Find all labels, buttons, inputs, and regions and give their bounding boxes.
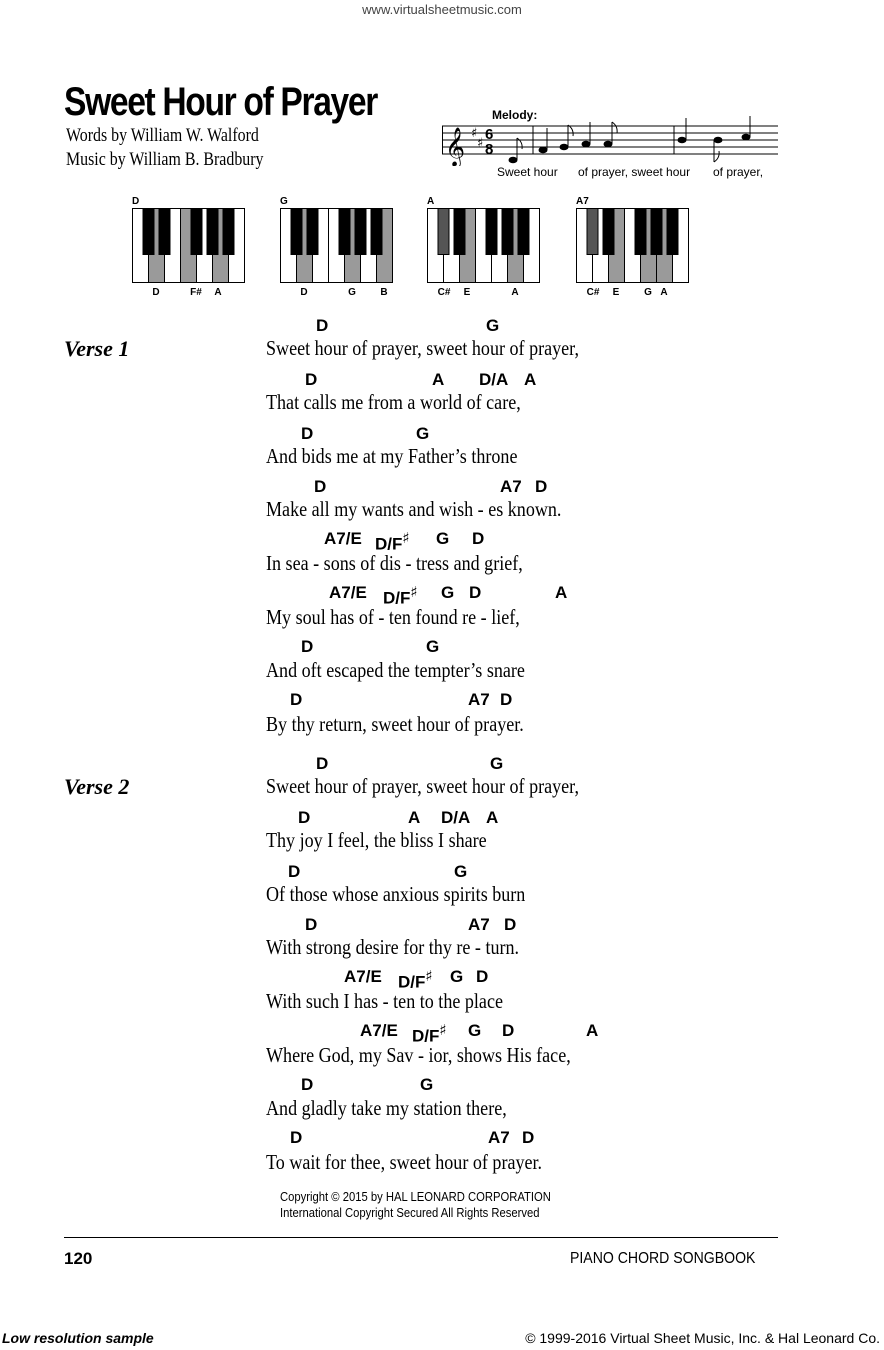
lyric-line: Thy joy I feel, the bliss I share [266,828,487,852]
chord-symbol: D [502,1021,515,1040]
melody-notes [509,116,750,163]
lyric-line: And oft escaped the tempter’s snare [266,658,525,682]
chord-symbol: D [301,424,314,443]
verse-2-label: Verse 2 [64,774,130,799]
lyric-line: Sweet hour of prayer, sweet hour of prayer, [266,336,579,360]
chord-symbol: D/F♯ [383,583,418,608]
chord-diagram-a [427,196,542,300]
chord-symbol: G [420,1075,434,1094]
chord-symbol: A7/E [324,529,362,548]
chord-symbol: D [500,690,513,709]
piano-black-key [371,209,382,255]
lyric-line: Make all my wants and wish - es known. [266,497,562,521]
chord-note: A [214,287,222,298]
chord-line [316,316,328,336]
chord-symbol: G [490,754,504,773]
book-title: PIANO CHORD SONGBOOK [570,1250,756,1267]
chord-symbol: D [504,915,517,934]
sharp-symbol: ♯ [410,583,418,601]
chord-note: A [511,287,519,298]
chord-symbol: A7 [500,477,522,496]
chord-symbol: A [432,370,445,389]
time-signature-top: 6 [485,126,494,143]
chord-symbol: G [454,862,468,881]
chord-note: F# [190,287,202,298]
piano-black-key [651,209,662,255]
piano-keyboard [576,208,689,284]
chord-note: G [644,287,652,298]
lyric-line: To wait for thee, sweet hour of prayer. [266,1150,543,1174]
piano-black-key [191,209,202,255]
piano-black-key [635,209,646,255]
piano-black-key [223,209,234,255]
chord-symbol: D/F♯ [375,529,410,554]
chord-symbol: D [472,529,485,548]
lyric-line: And bids me at my Father’s throne [266,444,518,468]
sharp-symbol: ♯ [402,529,410,547]
chord-symbol: G [416,424,430,443]
chord-symbol: G [426,637,440,656]
piano-black-key [307,209,318,255]
chord-symbol: D [476,967,489,986]
sample-notice: Low resolution sample [2,1330,154,1346]
piano-black-key [291,209,302,255]
page-number: 120 [64,1249,93,1268]
piano-black-key [438,209,449,255]
piano-black-key [454,209,465,255]
chord-symbol: A7/E [329,583,367,602]
chord-symbol: A [486,808,499,827]
time-signature-bottom: 8 [485,141,494,158]
chord-symbol: D [301,637,314,656]
chord-diagram-d [132,196,247,300]
lyric-line: Of those whose anxious spirits burn [266,882,526,906]
piano-keyboard [427,208,540,284]
chord-diagram-g [280,196,395,300]
chord-symbol: G [436,529,450,548]
melody-staff [442,116,784,166]
piano-black-key [667,209,678,255]
key-signature-sharp: ♯ [477,136,484,151]
chord-diagram-name: A7 [576,196,589,207]
chord-symbol: A7 [488,1128,510,1147]
piano-black-key [587,209,598,255]
piano-black-key [339,209,350,255]
chord-symbol: D [469,583,482,602]
chord-note: C# [437,287,451,298]
chord-symbol: A [586,1021,599,1040]
chord-symbol: D [301,1075,314,1094]
source-url[interactable]: www.virtualsheetmusic.com [362,2,522,17]
piano-black-key [355,209,366,255]
piano-black-key [502,209,513,255]
chord-note: E [612,287,620,298]
chord-diagram-name: G [280,196,288,207]
site-copyright: © 1999-2016 Virtual Sheet Music, Inc. & Hal Leonard Co. [525,1330,880,1346]
chord-symbol: G [450,967,464,986]
chord-diagram-name: A [427,196,435,207]
melody-lyric-2: of prayer, sweet hour [578,165,691,179]
chord-symbol: A [555,583,568,602]
chord-line [486,316,499,336]
chord-note: B [380,287,388,298]
chord-symbol: D [316,754,329,773]
piano-keyboard [132,208,245,284]
chord-diagram-a7 [576,196,691,300]
verse-1-label: Verse 1 [64,336,130,361]
music-credit: Music by William B. Bradbury [66,150,264,170]
piano-black-key [143,209,154,255]
chord-symbol: D [305,370,318,389]
sharp-symbol: ♯ [425,967,433,985]
chord-note: G [348,287,356,298]
chord-symbol: D/F♯ [398,967,433,992]
chord-symbol: A7/E [344,967,382,986]
chord-symbol: A7/E [360,1021,398,1040]
chord-note: A [660,287,668,298]
chord-symbol: D/F♯ [412,1021,447,1046]
chord-symbol: D/A [479,370,509,389]
chord-note: E [463,287,471,298]
chord-note: C# [586,287,600,298]
melody-lyric-1: Sweet hour [497,165,558,179]
lyric-line: By thy return, sweet hour of prayer. [266,712,524,736]
chord-symbol: A [524,370,537,389]
lyric-line: That calls me from a world of care, [266,390,521,414]
copyright-line-2: International Copyright Secured All Rights Reserved [280,1206,540,1220]
song-title: Sweet Hour of Prayer [64,80,377,124]
chord-symbol: D [305,915,318,934]
chord-symbol: D [298,808,311,827]
chord-symbol: G [486,316,500,335]
key-signature-sharp: ♯ [471,126,478,141]
piano-keyboard [280,208,393,284]
chord-note: D [152,287,160,298]
lyric-line: In sea - sons of dis - tress and grief, [266,551,523,575]
piano-black-key [159,209,170,255]
treble-clef-icon: 𝄞 [445,127,466,166]
chord-symbol: D [288,862,301,881]
chord-symbol: D/A [441,808,471,827]
chord-symbol: D [316,316,329,335]
chord-diagram-name: D [132,196,140,207]
lyric-line: With strong desire for thy re - turn. [266,935,520,959]
chord-symbol: A [408,808,421,827]
chord-note: D [300,287,308,298]
piano-black-key [486,209,497,255]
words-credit: Words by William W. Walford [66,126,259,146]
chord-symbol: D [522,1128,535,1147]
chord-symbol: A7 [468,690,490,709]
melody-label: Melody: [492,108,538,122]
lyric-line: And gladly take my station there, [266,1096,507,1120]
piano-black-key [603,209,614,255]
chord-symbol: D [290,690,303,709]
chord-symbol: A7 [468,915,490,934]
footer-rule [64,1237,778,1238]
chord-symbol: D [314,477,327,496]
chord-symbol: G [468,1021,482,1040]
copyright-line-1: Copyright © 2015 by HAL LEONARD CORPORATION [280,1190,551,1204]
chord-symbol: G [441,583,455,602]
lyric-line: Where God, my Sav - ior, shows His face, [266,1043,571,1067]
piano-black-key [518,209,529,255]
chord-symbol: D [290,1128,303,1147]
lyric-line: Sweet hour of prayer, sweet hour of prayer, [266,774,579,798]
lyric-line: With such I has - ten to the place [266,989,503,1013]
chord-symbol: D [535,477,548,496]
lyric-line: My soul has of - ten found re - lief, [266,605,520,629]
sharp-symbol: ♯ [439,1021,447,1039]
piano-black-key [207,209,218,255]
melody-lyric-3: of prayer, [713,165,764,179]
